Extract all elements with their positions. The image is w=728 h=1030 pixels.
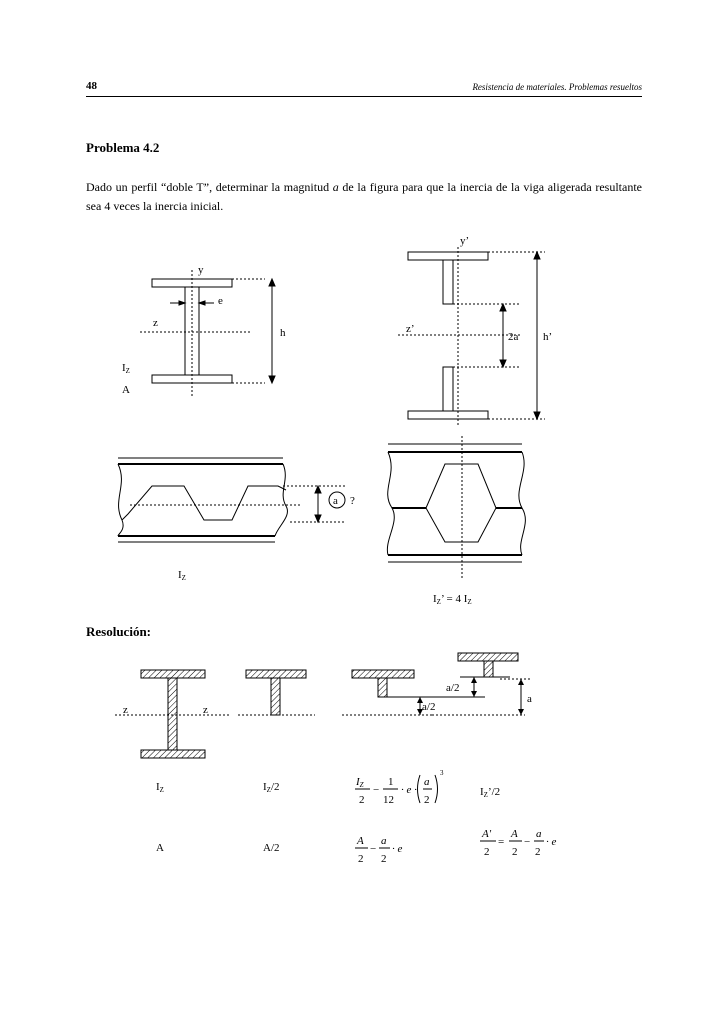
label-h: h [280,327,286,339]
resolution-half-t [246,670,306,715]
row2-formula-prime [480,828,557,858]
running-title: Resistencia de materiales. Problemas resueltos [472,82,642,92]
svg-text:A: A [357,835,364,847]
svg-text:1: 1 [388,776,394,788]
figure-sections [0,225,728,425]
svg-text:2: 2 [535,846,541,858]
svg-text:−: − [373,784,380,796]
row1-iz-half: IZ/2 [263,781,280,794]
problem-statement: Dado un perfil “doble T”, determinar la magnitud a de la figura para que la inercia de la viga aligerada resultante sea 4 veces la inercia inicial. [86,180,642,213]
svg-text:3: 3 [440,769,444,777]
svg-text:2: 2 [512,846,518,858]
svg-text:IZ: IZ [356,776,364,789]
svg-text:A': A' [482,828,492,840]
modified-profile [398,247,545,425]
svg-text:=: = [498,836,505,848]
res-label-a: a [527,693,532,705]
label-y-prime: y’ [460,235,470,247]
label-question: ? [350,495,355,507]
page-number: 48 [86,80,97,92]
svg-text:· e: · e [392,843,403,855]
svg-text:12: 12 [383,794,394,806]
figure-resolution [0,645,728,885]
label-e: e [218,295,223,307]
res-label-z-right: z [203,704,208,716]
res-label-a-half-1: a/2 [446,682,460,694]
res-label-a-half-2: a/2 [422,701,436,713]
svg-text:A: A [511,828,518,840]
row2-area-half: A/2 [263,842,280,854]
svg-text:2: 2 [381,853,387,865]
svg-text:a: a [381,835,387,847]
resolution-i-profile [141,670,205,758]
row1-formula [355,769,444,806]
svg-text:2: 2 [424,794,430,806]
row1-iz: IZ [156,781,164,794]
svg-text:2: 2 [359,794,365,806]
svg-text:−: − [524,836,531,848]
svg-text:a: a [536,828,542,840]
label-a-circle: a [333,495,338,507]
resolution-title: Resolución: [86,624,151,639]
figure-beams [0,430,728,610]
svg-text:−: − [370,843,377,855]
row2-area: A [156,842,164,854]
castellated-beam-right [387,436,525,580]
label-2a: 2a [508,331,519,343]
castellated-beam-left [118,458,345,542]
label-z: z [153,317,158,329]
header-rule [86,96,642,97]
label-y: y [198,264,204,276]
svg-text:2: 2 [358,853,364,865]
label-relation: IZ’ = 4 IZ [433,593,472,606]
label-z-prime: z’ [406,323,415,335]
initial-i-profile [140,270,275,397]
svg-text:2: 2 [484,846,490,858]
res-label-z-left: z [123,704,128,716]
row2-formula [355,835,403,865]
label-iz-beam: IZ [178,569,186,582]
row1-iz-prime-half: IZ’/2 [480,786,501,799]
label-area-initial: A [122,384,130,396]
label-iz-initial: IZ [122,362,130,375]
problem-title: Problema 4.2 [86,140,160,155]
resolution-shifted-t [352,653,518,697]
svg-text:· e: · e [546,836,557,848]
svg-text:· e ·: · e · [401,784,417,796]
label-h-prime: h’ [543,331,553,343]
svg-text:a: a [424,776,430,788]
